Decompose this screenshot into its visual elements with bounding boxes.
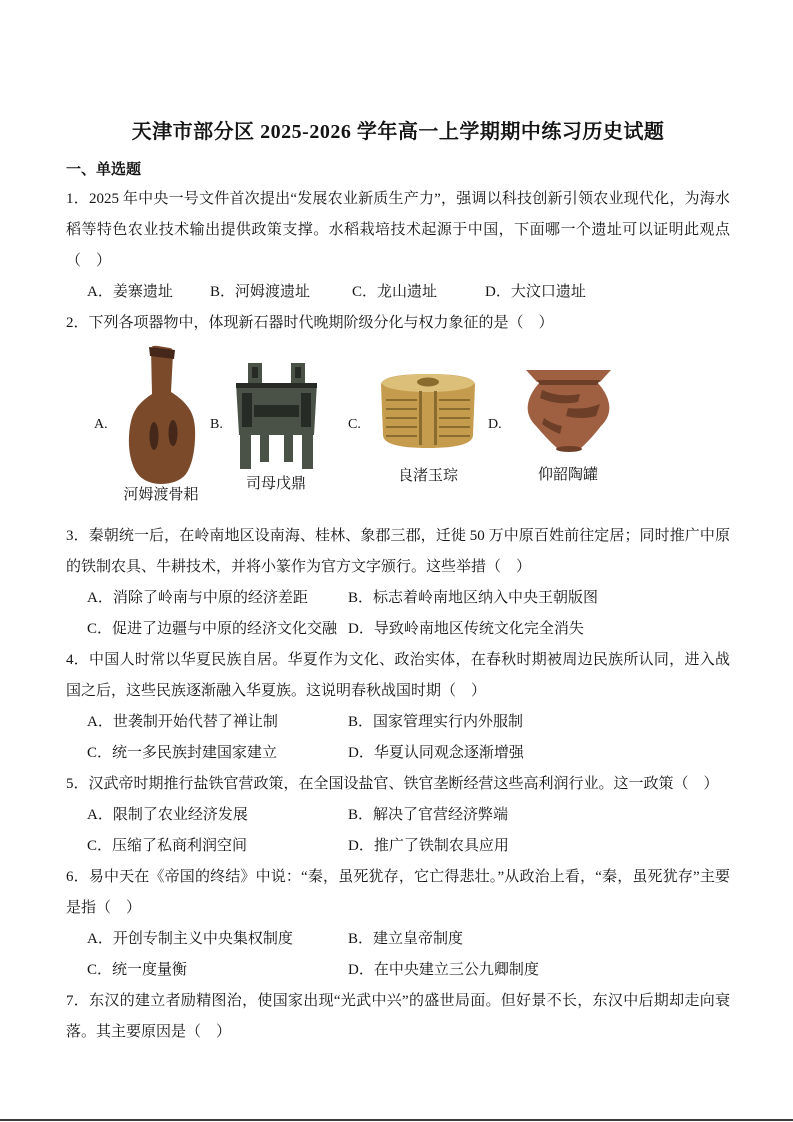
question-7-stem: 7．东汉的建立者励精图治，使国家出现“光武中兴”的盛世局面。但好景不长，东汉中后期却走向衰落。其主要原因是（ ）: [66, 993, 730, 1040]
question-2-stem: 2．下列各项器物中，体现新石器时代晚期阶级分化与权力象征的是（ ）: [66, 315, 554, 331]
question-5-options-row-1: [66, 800, 730, 831]
question-1: [66, 184, 730, 308]
question-4: [66, 645, 730, 769]
liangzhu-jade-cong-image: [373, 369, 483, 454]
question-6-options-row-1: [66, 924, 730, 955]
question-3-option-a: A．消除了岭南与中原的经济差距: [87, 590, 308, 606]
question-2-figures: [66, 339, 730, 521]
question-4-option-c: C．统一多民族封建国家建立: [87, 745, 278, 761]
question-4-options-row-2: [66, 738, 730, 769]
question-6-option-c: C．统一度量衡: [87, 962, 188, 978]
question-3-options-row-1: [66, 583, 730, 614]
question-4-options-row-1: [66, 707, 730, 738]
question-5-stem: 5．汉武帝时期推行盐铁官营政策，在全国设盐官、铁官垄断经营这些高利润行业。这一政策（ ）: [66, 776, 719, 792]
question-5-option-c: C．压缩了私商利润空间: [87, 838, 248, 854]
artifact-caption: 仰韶陶罐: [537, 467, 598, 483]
question-4-option-d: D．华夏认同观念逐渐增强: [348, 745, 524, 761]
question-4-option-b: B．国家管理实行内外服制: [348, 714, 524, 730]
question-1-options: [66, 277, 730, 308]
question-1-option-b: B．河姆渡遗址: [210, 284, 311, 300]
question-3-stem: 3．秦朝统一后，在岭南地区设南海、桂林、象郡三郡，迁徙 50 万中原百姓前往定居；同时推广中原的铁制农具、牛耕技术，并将小篆作为官方文字颁行。这些举措（ ）: [66, 528, 730, 575]
page-title: 天津市部分区 2025-2026 学年高一上学期期中练习历史试题: [131, 121, 665, 143]
question-1-stem: 1．2025 年中央一号文件首次提出“发展农业新质生产力”，强调以科技创新引领农业现代化，为海水稻等特色农业技术输出提供政策支撑。水稻栽培技术起源于中国，下面哪一个遗址可以证明此观点（ ）: [66, 191, 730, 269]
figure-label-b: B.: [210, 417, 223, 432]
figure-label-d: D.: [488, 417, 502, 432]
artifact-caption: 司母戊鼎: [245, 476, 306, 492]
question-6-option-d: D．在中央建立三公九卿制度: [348, 962, 539, 978]
question-1-option-a: A．姜寨遗址: [87, 284, 173, 300]
question-6-options-row-2: [66, 955, 730, 986]
question-5-option-d: D．推广了铁制农具应用: [348, 838, 509, 854]
question-3-options-row-2: [66, 614, 730, 645]
question-2: [66, 308, 730, 521]
question-1-option-d: D．大汶口遗址: [485, 284, 586, 300]
question-6-option-b: B．建立皇帝制度: [348, 931, 464, 947]
question-5-option-a: A．限制了农业经济发展: [87, 807, 248, 823]
artifact-caption: 良渚玉琮: [397, 468, 458, 484]
figure-label-c: C.: [348, 417, 361, 432]
question-6-option-a: A．开创专制主义中央集权制度: [87, 931, 293, 947]
question-3-option-b: B．标志着岭南地区纳入中央王朝版图: [348, 590, 599, 606]
question-1-option-c: C．龙山遗址: [352, 284, 438, 300]
question-6-stem: 6．易中天在《帝国的终结》中说：“秦，虽死犹存，它亡得悲壮。”从政治上看，“秦，虽死犹存”主要是指（ ）: [66, 869, 730, 916]
simuwu-ding-image: [228, 361, 325, 471]
question-4-option-a: A．世袭制开始代替了禅让制: [87, 714, 278, 730]
hemudu-bone-spade-image: [118, 344, 206, 486]
yangshao-pottery-jar-image: [520, 366, 617, 454]
section-heading: 一、单选题: [66, 162, 142, 178]
question-3-option-d: D．导致岭南地区传统文化完全消失: [348, 621, 584, 637]
question-5-option-b: B．解决了官营经济弊端: [348, 807, 509, 823]
question-5-options-row-2: [66, 831, 730, 862]
page-bottom-edge: [0, 1119, 793, 1121]
question-3: [66, 521, 730, 645]
question-7: [66, 986, 730, 1048]
artifact-caption: 河姆渡骨耜: [123, 487, 199, 503]
question-6: [66, 862, 730, 986]
question-3-option-c: C．促进了边疆与中原的经济文化交融: [87, 621, 338, 637]
figure-label-a: A.: [94, 417, 108, 432]
question-4-stem: 4．中国人时常以华夏民族自居。华夏作为文化、政治实体，在春秋时期被周边民族所认同，进入战国之后，这些民族逐渐融入华夏族。这说明春秋战国时期（ ）: [66, 652, 730, 699]
question-5: [66, 769, 730, 862]
